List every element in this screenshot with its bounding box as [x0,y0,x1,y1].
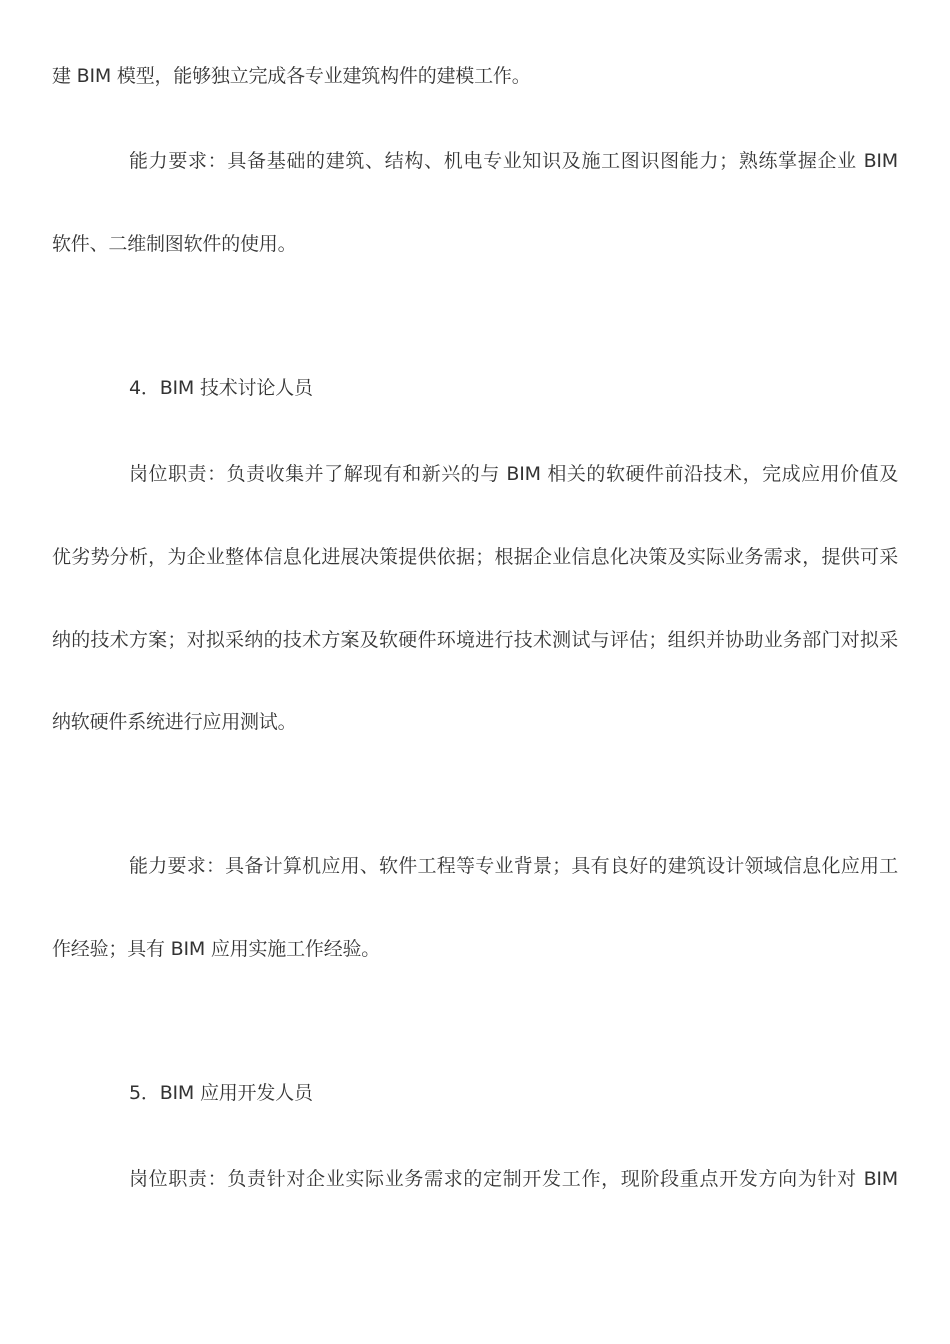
paragraph-line: 建 BIM 模型，能够独立完成各专业建筑构件的建模工作。 [52,65,531,87]
section-heading: 5．BIM 应用开发人员 [129,1082,313,1104]
paragraph-line: 软件、二维制图软件的使用。 [52,233,297,255]
paragraph-line: 能力要求：具备计算机应用、软件工程等专业背景；具有良好的建筑设计领域信息化应用工 [129,855,898,877]
paragraph-line: 岗位职责：负责针对企业实际业务需求的定制开发工作，现阶段重点开发方向为针对 BIM [129,1168,898,1190]
section-heading: 4．BIM 技术讨论人员 [129,377,313,399]
paragraph-line: 岗位职责：负责收集并了解现有和新兴的与 BIM 相关的软硬件前沿技术，完成应用价值及 [129,463,898,485]
paragraph-line: 纳软硬件系统进行应用测试。 [52,711,297,733]
paragraph-line: 优劣势分析，为企业整体信息化进展决策提供依据；根据企业信息化决策及实际业务需求，提供可采 [52,546,898,568]
paragraph-line: 能力要求：具备基础的建筑、结构、机电专业知识及施工图识图能力；熟练掌握企业 BIM [129,150,898,172]
paragraph-line: 作经验；具有 BIM 应用实施工作经验。 [52,938,381,960]
paragraph-line: 纳的技术方案；对拟采纳的技术方案及软硬件环境进行技术测试与评估；组织并协助业务部门对拟采 [52,629,898,651]
